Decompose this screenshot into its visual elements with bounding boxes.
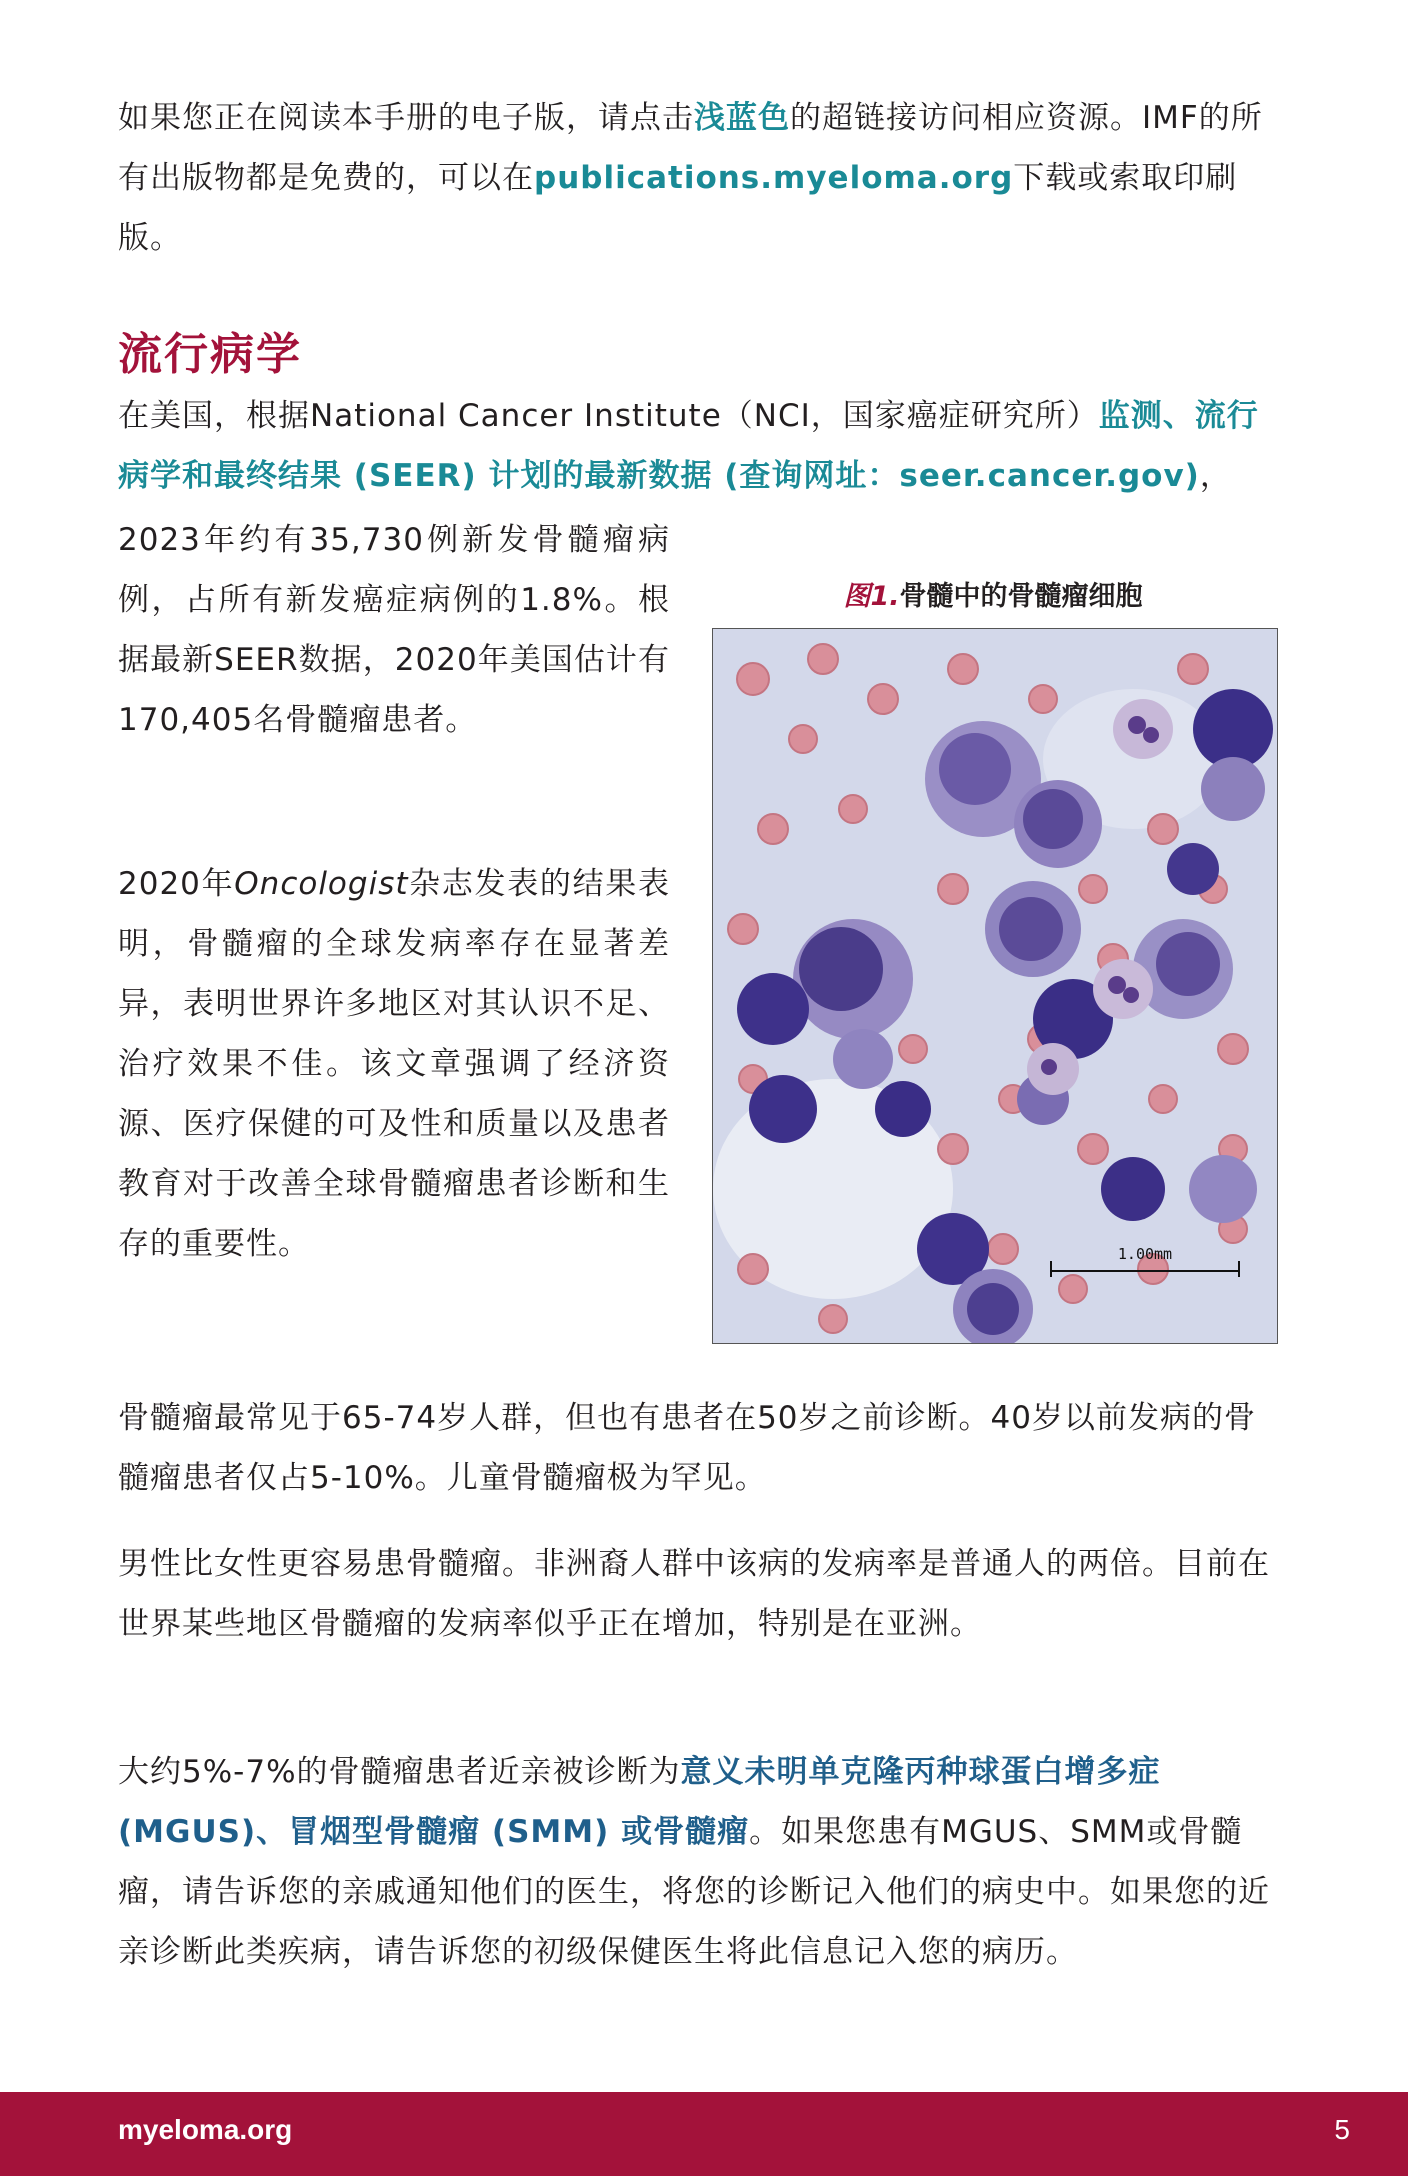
- oncologist-text-1: 2020年: [118, 866, 235, 902]
- oncologist-text-2: 杂志发表的结果表明，骨髓瘤的全球发病率存在显著差异，表明世界许多地区对其认识不足、治疗效果不佳。该文章强调了经济资源、医疗保健的可及性和质量以及患者教育对于改善全球骨髓瘤患者诊断和生存的重要性。: [118, 866, 670, 1262]
- lead-text-2: ，: [1199, 458, 1232, 494]
- light-blue-link[interactable]: 浅蓝色: [694, 100, 790, 136]
- figure-caption-text: 骨髓中的骨髓瘤细胞: [899, 581, 1143, 612]
- family-history-paragraph: [118, 1742, 1278, 1982]
- age-paragraph: [118, 1388, 1278, 1508]
- figure-number: 图1.: [843, 581, 900, 612]
- page-number: 5: [1334, 2114, 1350, 2145]
- lead-text-1: 在美国，根据National Cancer Institute（NCI，国家癌症研究所）: [118, 398, 1099, 434]
- footer-bar: [0, 2092, 1408, 2176]
- lead-paragraph: [118, 386, 1278, 506]
- section-title: 流行病学: [118, 329, 302, 380]
- intro-text-2: 的超链接访问相应资源。IMF的所有出版物都是免费的，可以在: [118, 100, 1263, 196]
- intro-text-3: 下载或索取印刷版。: [118, 160, 1238, 256]
- mgus-smm-link[interactable]: 意义未明单克隆丙种球蛋白增多症 (MGUS)、冒烟型骨髓瘤 (SMM) 或骨髓瘤: [118, 1754, 1161, 1850]
- seer-link[interactable]: 监测、流行病学和最终结果 (SEER) 计划的最新数据 (查询网址：seer.cancer.gov): [118, 398, 1259, 494]
- footer-site-link[interactable]: myeloma.org: [118, 2114, 293, 2145]
- publications-link[interactable]: publications.myeloma.org: [534, 160, 1014, 196]
- intro-text-1: 如果您正在阅读本手册的电子版，请点击: [118, 100, 694, 136]
- micrograph-drawing: [713, 629, 1277, 1343]
- sex-race-paragraph: [118, 1534, 1278, 1654]
- journal-name: Oncologist: [234, 866, 409, 902]
- intro-paragraph: [118, 88, 1278, 268]
- family-text-1: 大约5%-7%的骨髓瘤患者近亲被诊断为: [118, 1754, 681, 1790]
- oncologist-paragraph: [118, 854, 670, 1274]
- figure-caption: [712, 574, 1274, 613]
- family-text-2: 。如果您患有MGUS、SMM或骨髓瘤，请告诉您的亲戚通知他们的医生，将您的诊断记入他们的病史中。如果您的近亲诊断此类疾病，请告诉您的初级保健医生将此信息记入您的病历。: [118, 1814, 1270, 1970]
- incidence-text: 2023年约有35,730例新发骨髓瘤病例，占所有新发癌症病例的1.8%。根据最新SEER数据，2020年美国估计有170,405名骨髓瘤患者。: [118, 522, 670, 738]
- sex-race-text: 男性比女性更容易患骨髓瘤。非洲裔人群中该病的发病率是普通人的两倍。目前在世界某些地区骨髓瘤的发病率似乎正在增加，特别是在亚洲。: [118, 1546, 1270, 1642]
- incidence-paragraph: [118, 510, 670, 750]
- scale-bar-label: 1.00mm: [1117, 1245, 1173, 1263]
- micrograph-image: [712, 628, 1278, 1344]
- age-text: 骨髓瘤最常见于65-74岁人群，但也有患者在50岁之前诊断。40岁以前发病的骨髓瘤患者仅占5-10%。儿童骨髓瘤极为罕见。: [118, 1400, 1256, 1496]
